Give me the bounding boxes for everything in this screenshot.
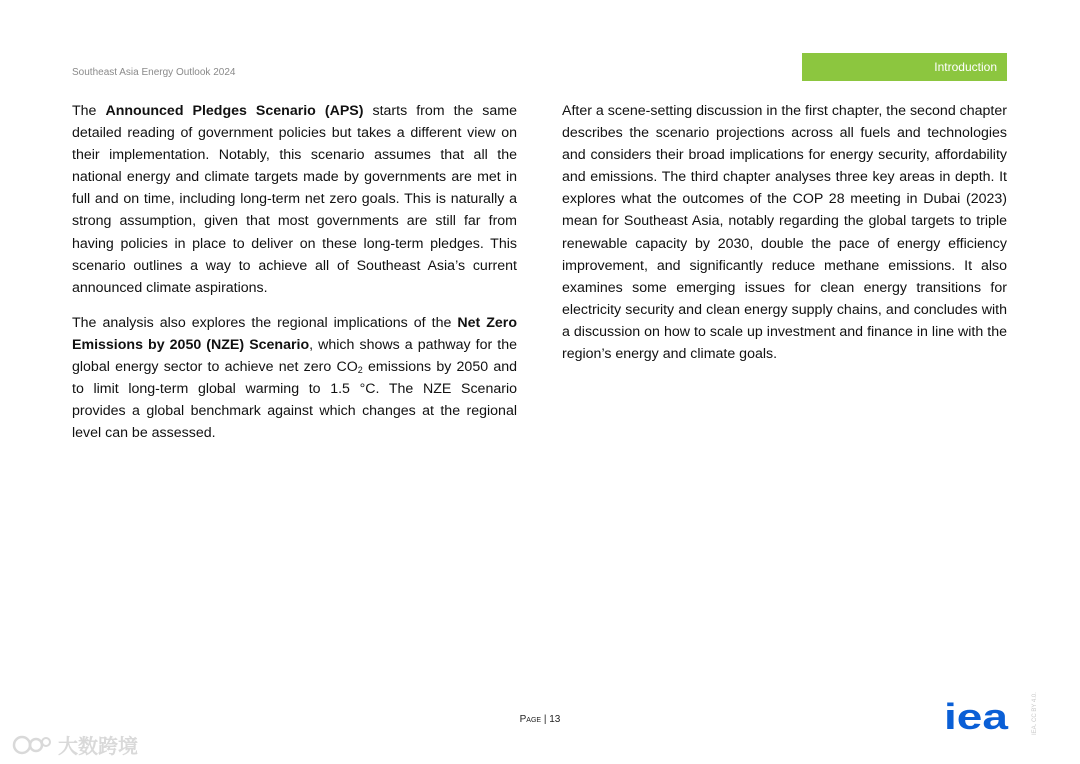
aps-paragraph	[72, 100, 517, 299]
nze-text-a: , which shows a pathway for the global energy sector to achieve net zero CO	[72, 336, 517, 376]
watermark-text: 大数跨境	[58, 736, 138, 758]
chapters-paragraph: After a scene-setting discussion in the first chapter, the second chapter describes the scenario projections across all fuels and technologies and considers their broad implications for energy security, affordability and emissions. The third chapter analyses three key areas in depth. It explores what the outcomes of the COP 28 meeting in Dubai (2023) mean for Southeast Asia, notably regarding the global targets to triple renewable capacity by 2030, double the pace of energy efficiency improvement, and significantly reduce methane emissions. It also examines some emerging issues for clean energy transitions for electricity security and clean energy supply chains, and concludes with a discussion on how to scale up investment and finance in line with the region’s energy and climate goals.	[562, 103, 1007, 363]
nze-paragraph	[72, 312, 517, 445]
iea-logo-text: iea	[944, 698, 1010, 736]
co2-subscript: 2	[357, 365, 363, 376]
nze-text-b: emissions by 2050 and to limit long-term global warming to 1.5 °C. The NZE Scenario provides a global benchmark against which changes at the regional level can be assessed.	[72, 359, 518, 442]
nze-lead: The analysis also explores the regional implications of the	[72, 314, 458, 331]
license-notice: IEA. CC BY 4.0.	[1032, 692, 1038, 735]
left-column	[72, 100, 517, 457]
aps-text: starts from the same detailed reading of government policies but takes a different view on their implementation. Notably, this scenario assumes that all the national energy and climate targets made by governments are met in full and on time, including long-term net zero goals. This is naturally a strong assumption, given that most governments are still far from having policies in place to deliver on these long-term pledges. This scenario outlines a way to achieve all of Southeast Asia’s current announced climate aspirations.	[72, 103, 518, 296]
running-title: Southeast Asia Energy Outlook 2024	[72, 67, 236, 78]
watermark-logo-icon	[12, 733, 52, 757]
right-column	[562, 100, 1007, 378]
page-separator: |	[541, 714, 550, 725]
page-label: Page	[519, 714, 542, 725]
section-tab-label: Introduction	[934, 60, 997, 74]
nze-term: Net Zero Emissions by 2050 (NZE) Scenario	[72, 314, 517, 353]
page-number-value: 13	[549, 714, 561, 725]
section-tab[interactable]	[802, 53, 1007, 81]
page-number	[0, 714, 1080, 725]
iea-logo	[944, 698, 1010, 736]
aps-lead: The	[72, 103, 106, 119]
watermark	[12, 730, 138, 759]
aps-term: Announced Pledges Scenario (APS)	[105, 103, 364, 119]
